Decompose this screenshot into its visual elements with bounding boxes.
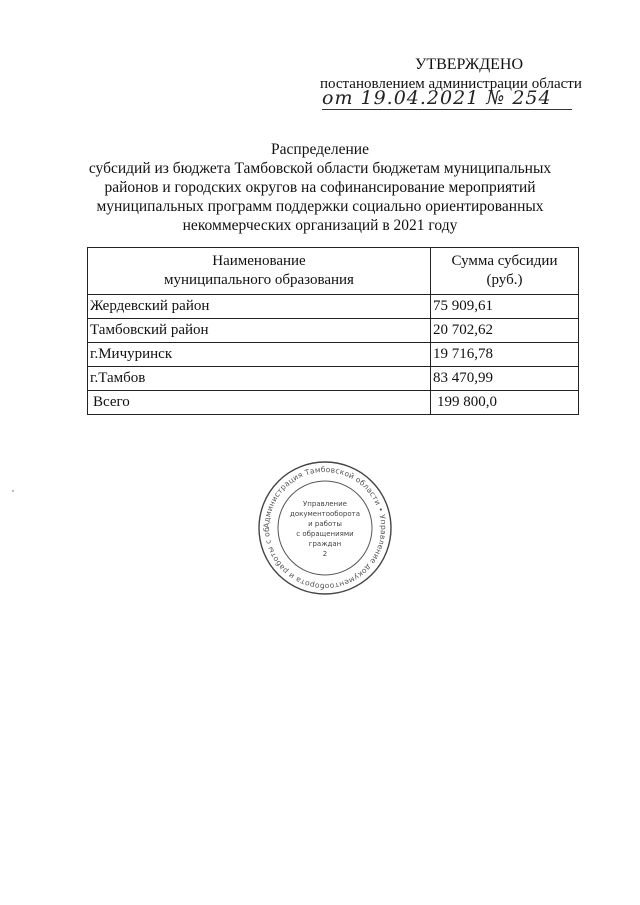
official-stamp	[255, 458, 395, 598]
header-sum-line-1: Сумма субсидии	[451, 253, 558, 269]
row-value: 75 909,61	[431, 295, 579, 319]
table-row	[88, 367, 579, 391]
handwritten-underline	[322, 109, 572, 110]
header-name-line-1: Наименование	[212, 253, 306, 269]
handwritten-date-number	[322, 87, 572, 115]
scan-speck	[12, 490, 14, 492]
row-name: Жердевский район	[88, 295, 431, 319]
title-line-2: субсидий из бюджета Тамбовской области бюджетам муниципальных	[88, 160, 552, 177]
title-line-3: районов и городских округов на софинансирование мероприятий	[104, 179, 536, 196]
stamp-seal	[255, 458, 395, 598]
approval-heading: УТВЕРЖДЕНО	[415, 56, 524, 73]
table-row	[88, 319, 579, 343]
stamp-inner-1: Управление	[303, 500, 347, 508]
table-row	[88, 295, 579, 319]
stamp-inner-3: и работы	[308, 520, 342, 528]
approval-authority: постановлением администрации области	[320, 76, 582, 92]
row-name: Тамбовский район	[88, 319, 431, 343]
stamp-inner-5: граждан	[308, 540, 342, 548]
handwritten-text: от 19.04.2021 № 254	[322, 87, 552, 109]
title-line-1: Распределение	[271, 141, 369, 158]
stamp-inner-2: документооборота	[290, 510, 360, 518]
document-title	[60, 140, 580, 235]
row-value: 19 716,78	[431, 343, 579, 367]
stamp-inner-6: 2	[322, 550, 328, 558]
total-name: Всего	[88, 391, 431, 415]
title-line-5: некоммерческих организаций в 2021 году	[182, 217, 458, 234]
row-name: г.Тамбов	[88, 367, 431, 391]
row-value: 20 702,62	[431, 319, 579, 343]
header-name-line-2: муниципального образования	[164, 272, 354, 288]
stamp-inner-4: с обращениями	[296, 530, 354, 538]
table-header-row	[88, 248, 579, 295]
header-sum-line-2: (руб.)	[486, 272, 523, 288]
table-row	[88, 343, 579, 367]
row-name: г.Мичуринск	[88, 343, 431, 367]
header-sum	[431, 248, 579, 295]
stamp-outer-text: Администрация Тамбовской области • Управление документооборота и работы с об	[261, 464, 389, 592]
table-total-row	[88, 391, 579, 415]
row-value: 83 470,99	[431, 367, 579, 391]
total-value: 199 800,0	[431, 391, 579, 415]
subsidy-table	[87, 247, 579, 415]
title-line-4: муниципальных программ поддержки социально ориентированных	[96, 198, 544, 215]
header-name	[88, 248, 431, 295]
